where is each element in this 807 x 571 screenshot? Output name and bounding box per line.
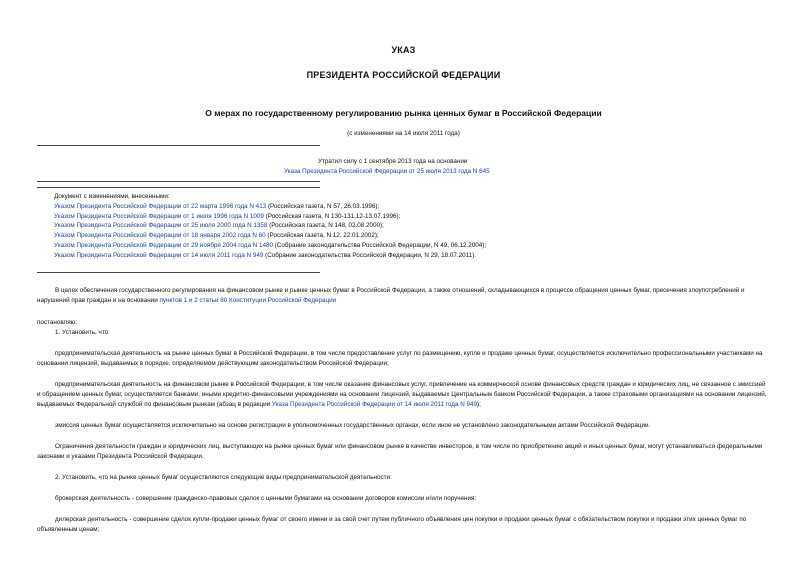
clause-text-end: ); [477,401,481,408]
amendment-source: (Собрание законодательства Российской Федерации, N 49, 06.12.2004); [273,241,487,249]
clause-paragraph [37,380,769,410]
amendment-link[interactable]: Указом Президента Российской Федерации от 29 ноября 2004 года N 1480 [54,241,274,249]
divider [37,145,320,146]
amendment-date: (с изменениями на 14 июля 2011 года) [347,130,460,137]
issuer-heading: ПРЕЗИДЕНТА РОССИЙСКОЙ ФЕДЕРАЦИИ [306,70,501,80]
amendment-link[interactable]: Указом Президента Российской Федерации от 1 июля 1996 года N 1009 [54,212,264,220]
repeal-decree-link[interactable]: Указа Президента Российской Федерации от 25 июля 2013 года N 645 [284,168,490,175]
clause-text: предпринимательская деятельность на финансовом рынке в Российской Федерации, в том числе оказание финансовых услуг, привлечение на коммерческой основе финансовых средств граждан и юридических лиц, не связанное с эмиссией и обращением ценных бумаг, осуществляется банками, иными кредитно-финансовыми учреждениями на основании лицензий, выдаваемых Центральным банком Российской Федерации, а также страховыми организациями на основании лицензий, выдаваемых Федеральной службой по финансовым рынкам (абзац в редакции [37,381,767,408]
clause-text: эмиссия ценных бумаг осуществляется исключительно на основе регистрации в уполномоченных государственных органах, если иное не установлено законодательными актами Российской Федерации. [55,422,651,429]
amendment-item [54,231,486,241]
amendment-source: (Российская газета, N 130-131,12-13.07.1996); [263,212,401,220]
amendment-link[interactable]: Указом Президента Российской Федерации от 22 марта 1996 года N 413 [54,202,267,210]
amendment-item [54,251,486,261]
amendments-heading: Документ с изменениями, внесенными: [54,193,170,200]
clause-paragraph [37,515,769,535]
amendment-link[interactable]: Указом Президента Российской Федерации от 25 июля 2000 года N 1358 [54,222,268,230]
status-line: Утратил силу с 1 сентября 2013 года на основании [318,158,468,165]
clause-text: Ограничения деятельности граждан и юридических лиц, выступающих на рынке ценных бумаг или финансовом рынке в качестве инвесторов, в том числе по приобретению акций и иных ценных бумаг, могут устанавливаться федеральными законами и указами Президента Российской Федерации. [37,443,763,460]
amendment-link[interactable]: Указом Президента Российской Федерации от 14 июля 2011 года N 949 [54,251,264,259]
amendment-item [54,212,486,222]
amendment-source: (Российская газета, N 148, 02.08.2000); [267,222,384,230]
clause-paragraph: брокерская деятельность - совершение гражданско-правовых сделок с ценными бумагами на основании договоров комиссии и/или поручения; [55,495,477,502]
preamble-text: В целях обеспечения государственного регулирования на финансовом рынке и рынке ценных бумаг в Российской Федерации, а также отношений, складывающихся в процессе обращения ценных бумаг, пресечения злоупотреблений и нарушений прав граждан и на основании [37,287,745,304]
divider [37,272,320,273]
amendment-source: (Российская газета, N 12, 22.01.2002); [265,232,379,240]
constitution-link[interactable]: пунктов 1 и 2 статьи 80 Конституции Российской Федерации [159,297,337,304]
amendment-item [54,202,486,212]
document-type-heading: УКАЗ [391,45,416,55]
amendment-source: (Российская газета, N 57, 26.03.1996); [266,202,380,210]
amendment-link[interactable]: Указом Президента Российской Федерации от 18 января 2002 года N 60 [54,232,266,240]
clause-1-heading: 1. Установить, что: [55,329,110,336]
amendments-block [54,192,486,261]
document-title: О мерах по государственному регулированию рынка ценных бумаг в Российской Федерации [205,108,602,118]
clause-paragraph [37,442,769,462]
clause-text: дилерская деятельность - совершение сделок купли-продажи ценных бумаг от своего имени и за свой счет путем публичного объявления цен покупки и продажи ценных бумаг с обязательством покупки и продажи этих ценных бумаг по объявленным ценам; [37,516,747,533]
clause-paragraph [37,421,769,431]
amendment-source: (Собрание законодательства Российской Федерации, N 29, 18.07.2011). [263,251,477,259]
clause-text: предпринимательская деятельность на рынке ценных бумаг в Российской Федерации, в том числе предоставление услуг по размещению, купле и продаже ценных бумаг, осуществляется исключительно профессиональными участниками на основании лицензий, выдаваемых в порядке, определяемом действующим законодательством Российской Федерации; [37,350,763,367]
amendment-item [54,241,486,251]
divider [37,187,320,188]
preamble-paragraph [37,286,769,306]
amendment-reference-link[interactable]: Указа Президента Российской Федерации от 14 июля 2011 года N 949 [271,401,478,408]
divider [37,181,320,182]
amendment-item [54,221,486,231]
clause-2-heading: 2. Установить, что на рынке ценных бумаг осуществляются следующие виды предпринимательской деятельности: [55,474,392,481]
decree-word: постановляю: [37,319,78,326]
clause-paragraph [37,349,769,369]
